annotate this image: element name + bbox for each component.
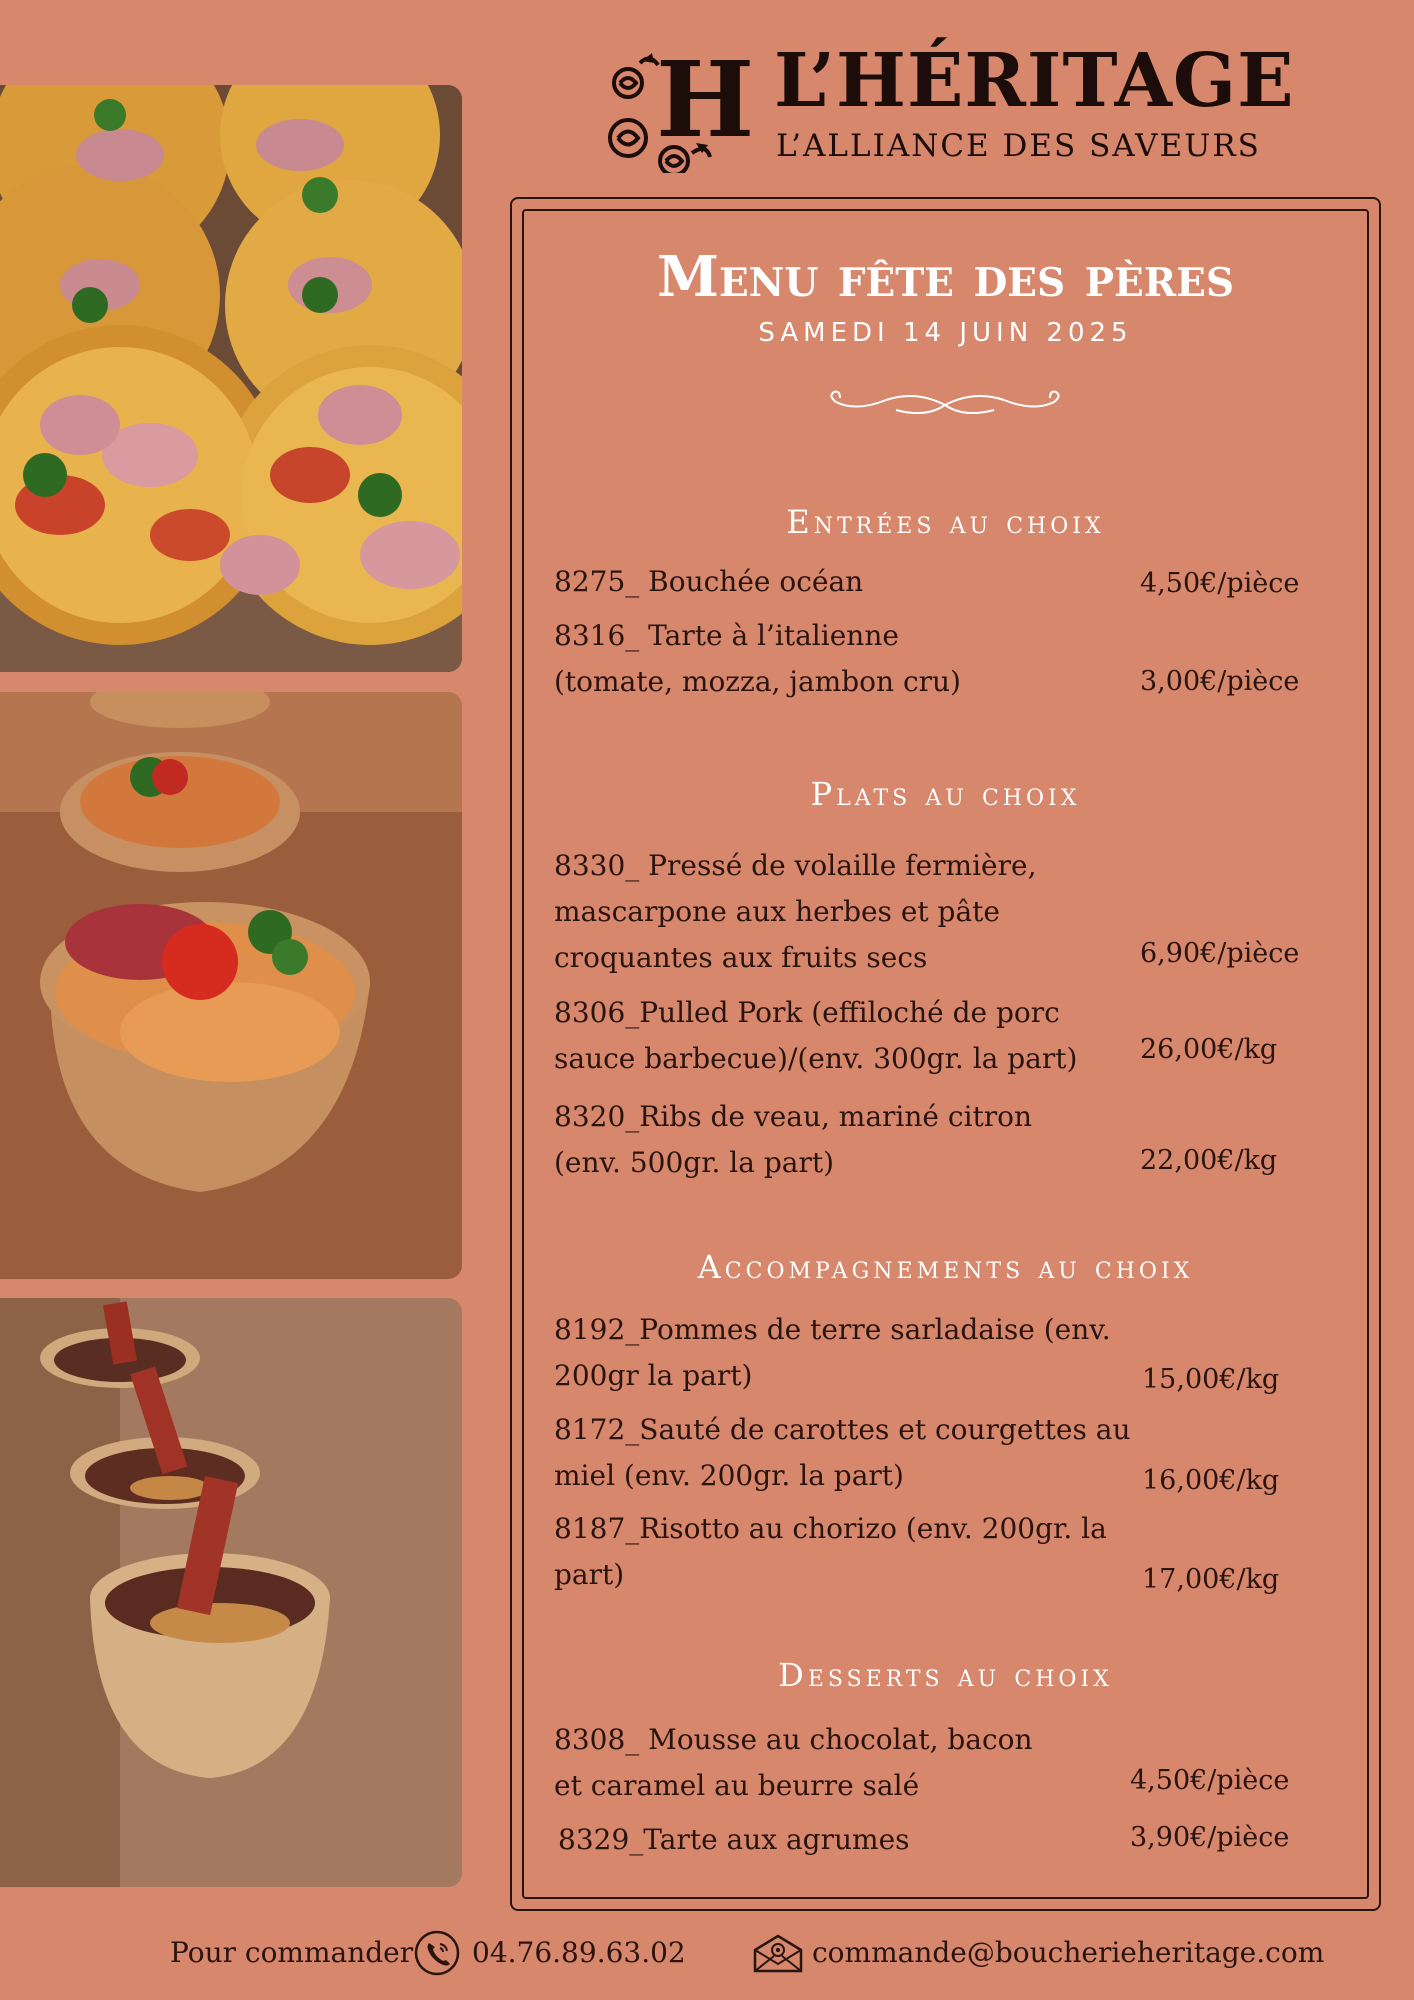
menu-item: 8329_Tarte aux agrumes [558,1823,910,1856]
brand-logo [606,28,1306,178]
brand-letter: H [656,38,755,161]
menu-item: 8308_ Mousse au chocolat, bacon et caramel au beurre salé [554,1723,1033,1802]
menu-item: 8306_Pulled Pork (effiloché de porc sauce barbecue)/(env. 300gr. la part) [554,996,1078,1075]
menu-item: 8187_Risotto au chorizo (env. 200gr. la part) [554,1512,1107,1591]
section-title-entrees: Entrées au choix [786,503,1105,541]
menu-item: 8172_Sauté de carottes et courgettes au miel (env. 200gr. la part) [554,1413,1131,1492]
item-price: 4,50€/pièce [1130,1765,1290,1796]
envelope-at-icon[interactable] [752,1934,804,1974]
menu-date: SAMEDI 14 JUIN 2025 [758,318,1133,348]
brand-tagline: L’ALLIANCE DES SAVEURS [776,128,1261,164]
item-price: 15,00€/kg [1142,1364,1280,1395]
item-price: 3,90€/pièce [1130,1822,1290,1853]
menu-item: 8316_ Tarte à l’italienne (tomate, mozza, jambon cru) [554,619,961,698]
section-title-desserts: Desserts au choix [778,1656,1113,1694]
email-address[interactable]: commande@boucherieheritage.com [812,1936,1325,1969]
section-title-plats: Plats au choix [810,775,1081,813]
tartlets-photo [0,85,462,672]
menu-item: 8275_ Bouchée océan [554,565,864,598]
item-price: 3,00€/pièce [1140,666,1300,697]
menu-item: 8192_Pommes de terre sarladaise (env. 200gr la part) [554,1313,1111,1392]
item-price: 22,00€/kg [1140,1145,1278,1176]
item-price: 17,00€/kg [1142,1564,1280,1595]
phone-icon[interactable] [413,1929,461,1977]
menu-item: 8330_ Pressé de volaille fermière, mascarpone aux herbes et pâte croquantes aux fruits secs [554,849,1037,974]
section-title-accompagnements: Accompagnements au choix [697,1248,1194,1286]
menu-title: Menu fête des pères [656,244,1235,310]
chocolate-mousse-photo [0,1298,462,1887]
item-price: 4,50€/pièce [1140,568,1300,599]
phone-number[interactable]: 04.76.89.63.02 [472,1936,686,1969]
risotto-photo [0,692,462,1279]
item-price: 16,00€/kg [1142,1465,1280,1496]
item-price: 6,90€/pièce [1140,938,1300,969]
menu-item: 8320_Ribs de veau, mariné citron (env. 500gr. la part) [554,1100,1033,1179]
order-label: Pour commander [170,1936,414,1969]
flourish-divider-icon [826,388,1064,422]
item-price: 26,00€/kg [1140,1034,1278,1065]
brand-name: L’HÉRITAGE [774,38,1295,124]
